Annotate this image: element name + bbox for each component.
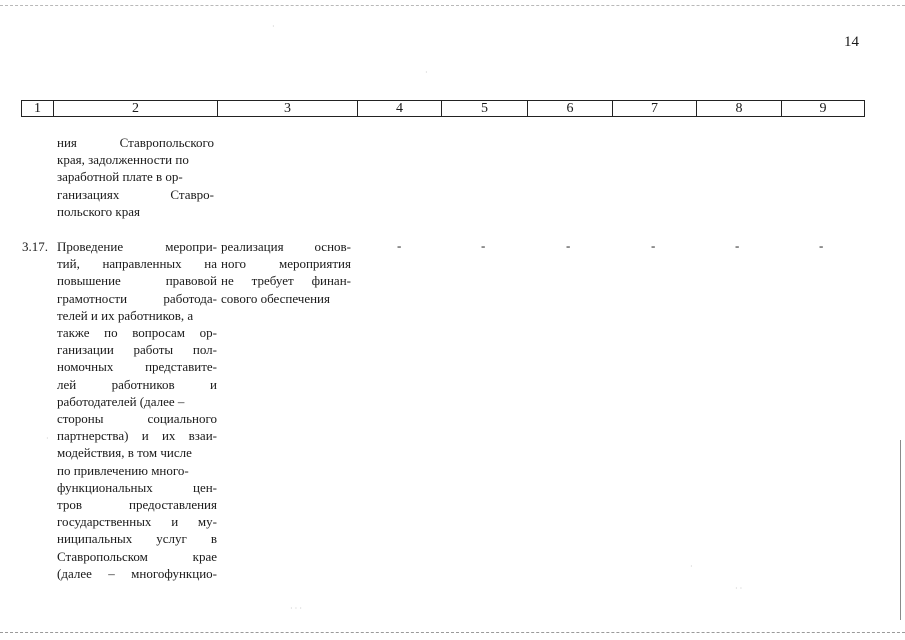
continued-row-text (57, 134, 214, 220)
column-number-6: 6 (528, 101, 613, 117)
text-line: сового обеспечения (221, 290, 330, 306)
text-line: по привлечению много- (57, 462, 189, 478)
header-row (22, 101, 865, 117)
page-number: 14 (844, 34, 859, 50)
row-number: 3.17. (22, 239, 48, 254)
scan-noise: · (46, 434, 49, 443)
column-number-1: 1 (22, 101, 54, 117)
scan-noise: · (272, 22, 275, 31)
scan-noise: · · (735, 584, 743, 593)
text-line: Ставропольском крае (57, 548, 217, 564)
column-number-header (21, 100, 865, 117)
empty-value-dash: - (735, 238, 740, 253)
text-line: ганизациях Ставро- (57, 186, 214, 202)
text-line: также по вопросам ор- (57, 325, 217, 341)
text-line: Проведение меропри- (57, 239, 217, 254)
text-line: грамотности работода- (57, 290, 217, 306)
scan-noise: · · · (290, 604, 302, 613)
scan-noise: · (690, 562, 693, 571)
empty-value-dash: - (819, 238, 824, 253)
measure-description (57, 238, 217, 582)
empty-value-dash: - (566, 238, 571, 253)
text-line: польского края (57, 203, 140, 219)
text-line: работодателей (далее – (57, 393, 185, 409)
text-line: тров предоставления (57, 497, 217, 513)
empty-value-dash: - (651, 238, 656, 253)
text-line: (далее – многофункцио- (57, 565, 217, 581)
text-line: заработной плате в ор- (57, 169, 183, 185)
empty-value-dash: - (481, 238, 486, 253)
text-line: ганизации работы пол- (57, 342, 217, 358)
text-line: модействия, в том числе (57, 445, 192, 461)
text-line: повышение правовой (57, 273, 217, 289)
scan-edge-top (0, 5, 905, 6)
text-line: стороны социального (57, 411, 217, 427)
text-line: ния Ставропольского (57, 135, 214, 150)
column-number-8: 8 (697, 101, 782, 117)
column-number-9: 9 (782, 101, 865, 117)
scan-edge-bottom (0, 632, 905, 633)
text-line: лей работников и (57, 376, 217, 392)
text-line: функциональных цен- (57, 479, 217, 495)
text-line: номочных представите- (57, 359, 217, 375)
scan-noise: · (425, 68, 428, 77)
text-line: края, задолженности по (57, 152, 189, 168)
column-number-5: 5 (442, 101, 528, 117)
text-line: партнерства) и их взаи- (57, 428, 217, 444)
column-number-4: 4 (358, 101, 442, 117)
text-line: ниципальных услуг в (57, 531, 217, 547)
text-line: тий, направленных на (57, 256, 217, 272)
funding-note (221, 238, 351, 307)
column-number-3: 3 (218, 101, 358, 117)
text-line: реализация основ- (221, 239, 351, 254)
column-number-2: 2 (54, 101, 218, 117)
column-number-7: 7 (613, 101, 697, 117)
text-line: телей и их работников, а (57, 307, 194, 323)
empty-value-dash: - (397, 238, 402, 253)
text-line: государственных и му- (57, 514, 217, 530)
text-line: ного мероприятия (221, 256, 351, 272)
scan-edge-right (900, 440, 901, 620)
text-line: не требует финан- (221, 273, 351, 289)
